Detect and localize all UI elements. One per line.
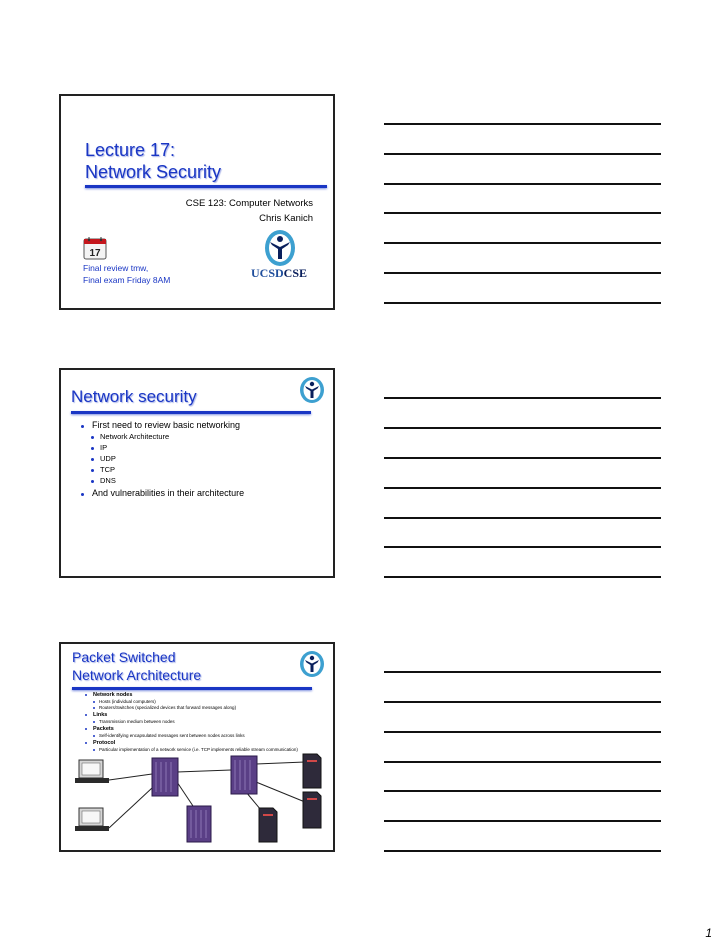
list-item-text: And vulnerabilities in their architecture bbox=[92, 488, 245, 498]
list-item-text: Routers/Switches (specialized devices that forward messages along) bbox=[99, 705, 237, 710]
note-line bbox=[384, 487, 661, 489]
list-item-text: IP bbox=[100, 443, 108, 452]
slide-1 bbox=[59, 94, 335, 310]
list-item bbox=[81, 420, 244, 432]
list-item-text: Protocol bbox=[93, 740, 116, 746]
calendar-icon bbox=[83, 236, 109, 262]
server-tower-icon bbox=[259, 808, 277, 842]
list-item-text: Hosts (individual computers) bbox=[99, 699, 156, 704]
list-item bbox=[91, 454, 244, 465]
final-review-note: Final review tmw, bbox=[83, 263, 149, 273]
list-item bbox=[93, 705, 315, 712]
course-name: CSE 123: Computer Networks bbox=[185, 198, 313, 209]
note-line bbox=[384, 731, 661, 733]
laptop-host-icon bbox=[75, 760, 109, 783]
slide3-bullet-list bbox=[85, 692, 315, 753]
slide1-title-rule bbox=[85, 185, 327, 188]
note-line bbox=[384, 272, 661, 274]
network-diagram bbox=[61, 752, 333, 852]
list-item bbox=[85, 726, 315, 733]
laptop-host-icon bbox=[75, 808, 109, 831]
list-item-text: TCP bbox=[100, 465, 115, 474]
note-line bbox=[384, 123, 661, 125]
list-item bbox=[85, 712, 315, 719]
note-line bbox=[384, 183, 661, 185]
list-item bbox=[91, 476, 244, 488]
server-tower-icon bbox=[303, 754, 321, 788]
list-item bbox=[85, 740, 315, 747]
note-line bbox=[384, 671, 661, 673]
server-tower-icon bbox=[303, 792, 321, 828]
router-rack-icon bbox=[231, 756, 257, 794]
note-line bbox=[384, 153, 661, 155]
list-item-text: Network nodes bbox=[93, 692, 133, 698]
slide2-ucsd-logo-icon bbox=[299, 376, 325, 404]
slide3-title-rule bbox=[72, 687, 312, 690]
note-line bbox=[384, 576, 661, 578]
router-rack-icon bbox=[152, 758, 178, 796]
list-item bbox=[85, 692, 315, 699]
svg-text:17: 17 bbox=[89, 248, 101, 259]
note-line bbox=[384, 790, 661, 792]
list-item-text: UDP bbox=[100, 454, 116, 463]
page-number: 1 bbox=[705, 926, 712, 940]
list-item bbox=[91, 443, 244, 454]
slide2-title-rule bbox=[71, 411, 311, 414]
list-item bbox=[93, 719, 315, 726]
list-item-text: Particular implementation of a network service (i.e. TCP implements reliable stream communication) bbox=[99, 747, 298, 752]
list-item-text: DNS bbox=[100, 476, 116, 485]
slide1-title-line2: Network Security bbox=[85, 162, 222, 182]
slide2-bullet-list bbox=[81, 420, 244, 500]
note-line bbox=[384, 212, 661, 214]
note-line bbox=[384, 546, 661, 548]
note-line bbox=[384, 427, 661, 429]
slide3-title-line1: Packet Switched bbox=[72, 649, 176, 665]
note-line bbox=[384, 457, 661, 459]
note-line bbox=[384, 517, 661, 519]
slide-2 bbox=[59, 368, 335, 578]
slide3-ucsd-logo-icon bbox=[299, 650, 325, 678]
instructor-name: Chris Kanich bbox=[259, 213, 313, 224]
list-item-text: First need to review basic networking bbox=[92, 420, 241, 430]
final-exam-note: Final exam Friday 8AM bbox=[83, 275, 171, 285]
slide3-title-line2: Network Architecture bbox=[72, 667, 202, 683]
list-item bbox=[81, 488, 244, 500]
logo-text-ucsd: UCSD bbox=[251, 266, 284, 280]
list-item-text: Packets bbox=[93, 726, 114, 732]
list-item-text: Network Architecture bbox=[100, 432, 170, 441]
slide-3 bbox=[59, 642, 335, 852]
list-item bbox=[91, 432, 244, 443]
list-item bbox=[91, 465, 244, 476]
list-item-text: Self-identifying encapsulated messages sent between nodes across links bbox=[99, 733, 245, 738]
slide1-title-line1: Lecture 17: bbox=[85, 140, 176, 160]
ucsd-cse-logo bbox=[251, 228, 321, 283]
logo-text-cse: CSE bbox=[283, 266, 308, 280]
router-rack-icon bbox=[187, 806, 211, 842]
note-line bbox=[384, 850, 661, 852]
note-line bbox=[384, 761, 661, 763]
note-line bbox=[384, 397, 661, 399]
list-item-text: Transmission medium between nodes bbox=[99, 719, 175, 724]
list-item bbox=[93, 733, 315, 740]
slide2-title: Network security bbox=[71, 387, 197, 406]
note-line bbox=[384, 242, 661, 244]
note-line bbox=[384, 701, 661, 703]
note-line bbox=[384, 302, 661, 304]
list-item-text: Links bbox=[93, 712, 108, 718]
note-line bbox=[384, 820, 661, 822]
